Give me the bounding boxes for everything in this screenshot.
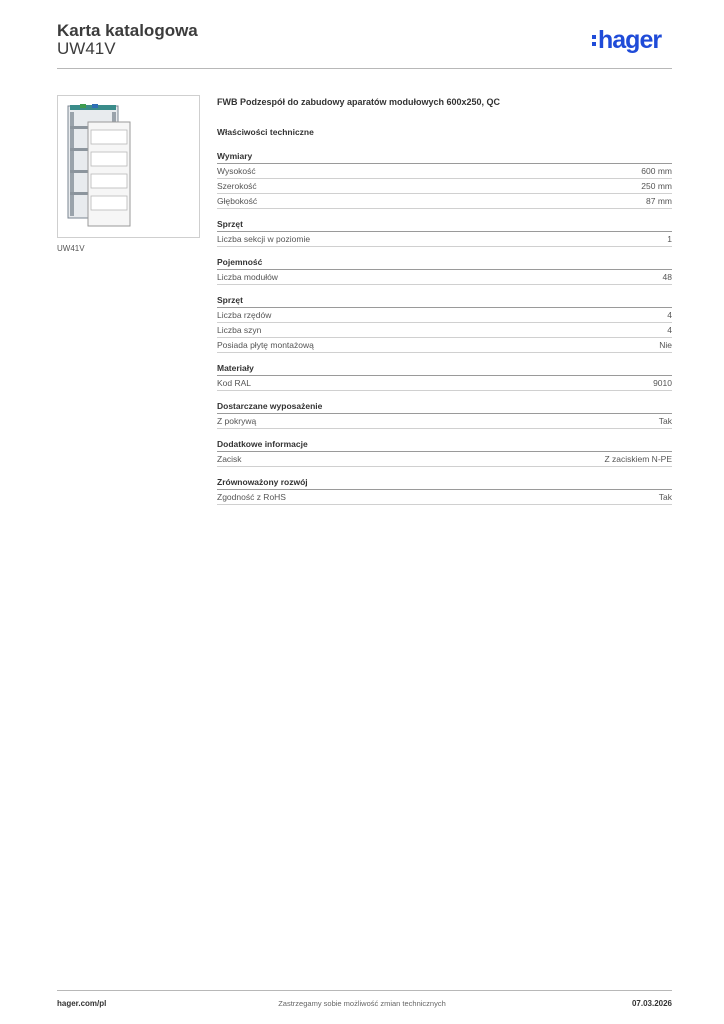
spec-label: Z pokrywą (217, 416, 257, 426)
footer-divider (57, 990, 672, 991)
spec-label: Zgodność z RoHS (217, 492, 286, 502)
spec-row (217, 323, 672, 338)
spec-group-title: Zrównoważony rozwój (217, 477, 672, 490)
product-name: FWB Podzespół do zabudowy aparatów modułowych 600x250, QC (217, 97, 501, 107)
product-code: UW41V (57, 39, 116, 58)
header-divider (57, 68, 672, 69)
spec-value: 600 mm (641, 166, 672, 176)
product-image-caption: UW41V (57, 244, 85, 253)
footer-disclaimer: Zastrzegamy sobie możliwość zmian technicznych (278, 999, 446, 1008)
spec-label: Liczba modułów (217, 272, 278, 282)
spec-row (217, 338, 672, 353)
distribution-frame-icon (58, 96, 199, 237)
spec-row (217, 414, 672, 429)
spec-content (217, 97, 672, 505)
spec-group (217, 151, 672, 209)
spec-value: 4 (667, 325, 672, 335)
hager-logo (592, 28, 661, 53)
spec-group (217, 363, 672, 391)
spec-value: 9010 (653, 378, 672, 388)
spec-label: Głębokość (217, 196, 258, 206)
spec-group (217, 439, 672, 467)
spec-value: 48 (662, 272, 672, 282)
spec-label: Kod RAL (217, 378, 252, 388)
spec-value: Nie (659, 340, 672, 350)
footer-website: hager.com/pl (57, 999, 107, 1008)
spec-group-title: Wymiary (217, 151, 672, 164)
spec-value: Z zaciskiem N-PE (604, 454, 672, 464)
spec-value: 1 (667, 234, 672, 244)
spec-value: Tak (658, 416, 672, 426)
spec-row (217, 490, 672, 505)
logo-text: hager (598, 26, 662, 54)
spec-group-title: Dodatkowe informacje (217, 439, 672, 452)
spec-group (217, 257, 672, 285)
spec-label: Zacisk (217, 454, 242, 464)
spec-group-title: Dostarczane wyposażenie (217, 401, 672, 414)
product-image (57, 95, 200, 238)
spec-group-title: Materiały (217, 363, 672, 376)
spec-value: 87 mm (646, 196, 672, 206)
spec-row (217, 194, 672, 209)
spec-label: Liczba sekcji w poziomie (217, 234, 311, 244)
logo-colon-icon (592, 35, 596, 46)
spec-row (217, 270, 672, 285)
spec-group-title: Sprzęt (217, 295, 672, 308)
spec-label: Liczba szyn (217, 325, 262, 335)
spec-group-title: Pojemność (217, 257, 672, 270)
spec-row (217, 232, 672, 247)
spec-row (217, 164, 672, 179)
spec-group (217, 477, 672, 505)
spec-group-title: Sprzęt (217, 219, 672, 232)
spec-row (217, 179, 672, 194)
spec-label: Szerokość (217, 181, 257, 191)
spec-value: 250 mm (641, 181, 672, 191)
spec-label: Liczba rzędów (217, 310, 272, 320)
technical-properties-heading: Właściwości techniczne (217, 127, 314, 137)
spec-row (217, 376, 672, 391)
spec-value: Tak (658, 492, 672, 502)
spec-group (217, 219, 672, 247)
spec-row (217, 452, 672, 467)
spec-value: 4 (667, 310, 672, 320)
footer-date: 07.03.2026 (631, 999, 672, 1008)
spec-groups (217, 151, 672, 505)
spec-row (217, 308, 672, 323)
document-title: Karta katalogowa (57, 21, 198, 40)
spec-group (217, 295, 672, 353)
spec-label: Posiada płytę montażową (217, 340, 314, 350)
spec-label: Wysokość (217, 166, 256, 176)
spec-group (217, 401, 672, 429)
